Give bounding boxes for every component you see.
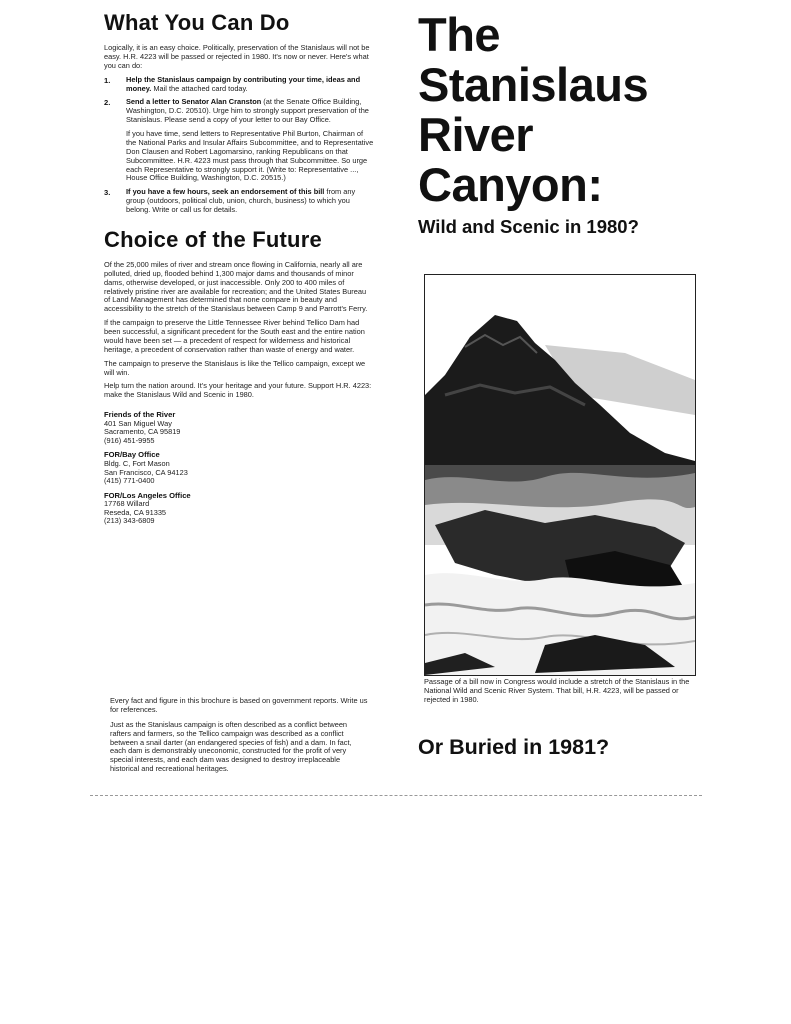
what-you-can-do-heading: What You Can Do [104,10,290,35]
footnote-2: Just as the Stanislaus campaign is often described as a conflict between rafters and farmers, so the Tellico campaign was described as a conflict between a snail darter (an endangered species of fish) and a dam. In fact, each dam is demonstrably uneconomic, constructed for the profit of very special interests, and each dam was designed to destroy irreplaceable historical and recreational heritages. [110,719,352,774]
step-text: (at the Senate Office Building, Washington, D.C. 20510). Urge him to strongly support preservation of the Stanislaus. Please send a copy of your letter to our Bay Office. [126,97,369,125]
office-address-line: 401 San Miguel Way [104,418,172,428]
title-line: The [418,8,501,61]
step-text: Mail the attached card today. [151,83,248,93]
step-bold-text: Send a letter to Senator Alan Cranston [126,97,262,107]
office-address-line: Bldg. C, Fort Mason [104,459,170,469]
office-address-line: San Francisco, CA 94123 [104,467,188,477]
step-text: from any group (outdoors, political club, union, church, business) to which you belong. Write or call us for details. [126,187,356,214]
list-number: 2. [104,98,111,108]
step2-extra-text: If you have time, send letters to Representative Phil Burton, Chairman of the National Parks and Insular Affairs Subcommittee, and to Representative Don Clausen and Robert Lagomarsino, ranking Republicans on that Subcommittee. H.R. 4223 must pass through that Subcommittee. So urge each Representative to strongly support it. (Write to: Representative ..., House Office Building, Washington, D.C. 20515.) [126,129,374,183]
choice-paragraph: The campaign to preserve the Stanislaus is like the Tellico campaign, except we will win. [104,358,366,377]
choice-paragraph: Of the 25,000 miles of river and stream once flowing in California, nearly all are polluted, dried up, flooded behind 1,300 major dams and thousands of minor dams, otherwise developed, or just inaccessible. Only 200 to 400 miles of relatively pristine river are available for recreation; and the United States Bureau of Land Management has determined that none compare in beauty and accessibility to the stretch of the Stanislaus between Camp 9 and Parrott's Ferry. [104,259,368,314]
what-intro-text: Logically, it is an easy choice. Politically, preservation of the Stanislaus will not be easy. H.R. 4223 will be passed or rejected in 1980. It's now or never. Here's what you can do: [104,43,370,70]
office-address-line: 17768 Willard [104,499,150,509]
main-title [418,10,708,210]
fold-divider [90,795,702,796]
title-line: River [418,108,534,161]
title-line: Stanislaus [418,58,649,111]
river-canyon-image [425,275,695,675]
office-name: FOR/Bay Office [104,450,160,460]
office-phone: (213) 343-6809 [104,516,155,526]
list-number: 1. [104,75,111,85]
photo-caption: Passage of a bill now in Congress would include a stretch of the Stanislaus in the National Wild and Scenic River System. That bill, H.R. 4223, will be passed or rejected in 1980. [424,677,690,704]
office-phone: (916) 451-9955 [104,435,155,445]
footnotes [104,697,369,779]
list-body [126,98,374,125]
list-body [126,188,374,215]
office-los-angeles [104,492,374,526]
list-item [104,98,374,125]
step-bold-text: Help the Stanislaus campaign by contributing your time, ideas and money. [126,74,361,93]
subtitle: Wild and Scenic in 1980? [418,216,639,237]
office-address-line: Reseda, CA 91335 [104,507,167,517]
office-bay [104,451,374,485]
list-item [104,76,374,94]
office-address-line: Sacramento, CA 95819 [104,427,181,437]
step-bold-text: If you have a few hours, seek an endorsement of this bill [126,187,325,197]
office-name: FOR/Los Angeles Office [104,490,191,500]
choice-paragraph: Help turn the nation around. It's your heritage and your future. Support H.R. 4223: make the Stanislaus Wild and Scenic in 1980. [104,381,372,400]
choice-paragraph: If the campaign to preserve the Little Tennessee River behind Tellico Dam had been successful, a significant precedent for the South east and the entire nation would have been set — a precedent of respect for wilderness and historical heritage, a precedent of conservation rather than waste of energy and water. [104,318,365,354]
choice-of-future-heading: Choice of the Future [104,226,322,252]
list-body [126,76,374,94]
right-column [418,10,708,238]
title-line: Canyon: [418,158,603,211]
footnote-1: Every fact and figure in this brochure is based on government reports. Write us for references. [110,696,368,714]
river-canyon-photo [424,274,696,676]
left-column [104,10,374,532]
office-phone: (415) 771-0400 [104,476,155,486]
list-number: 3. [104,188,111,198]
office-name: Friends of the River [104,410,176,420]
action-list [104,76,374,125]
bottom-title: Or Buried in 1981? [418,735,610,759]
list-item [104,188,374,215]
office-friends-of-the-river [104,411,374,445]
